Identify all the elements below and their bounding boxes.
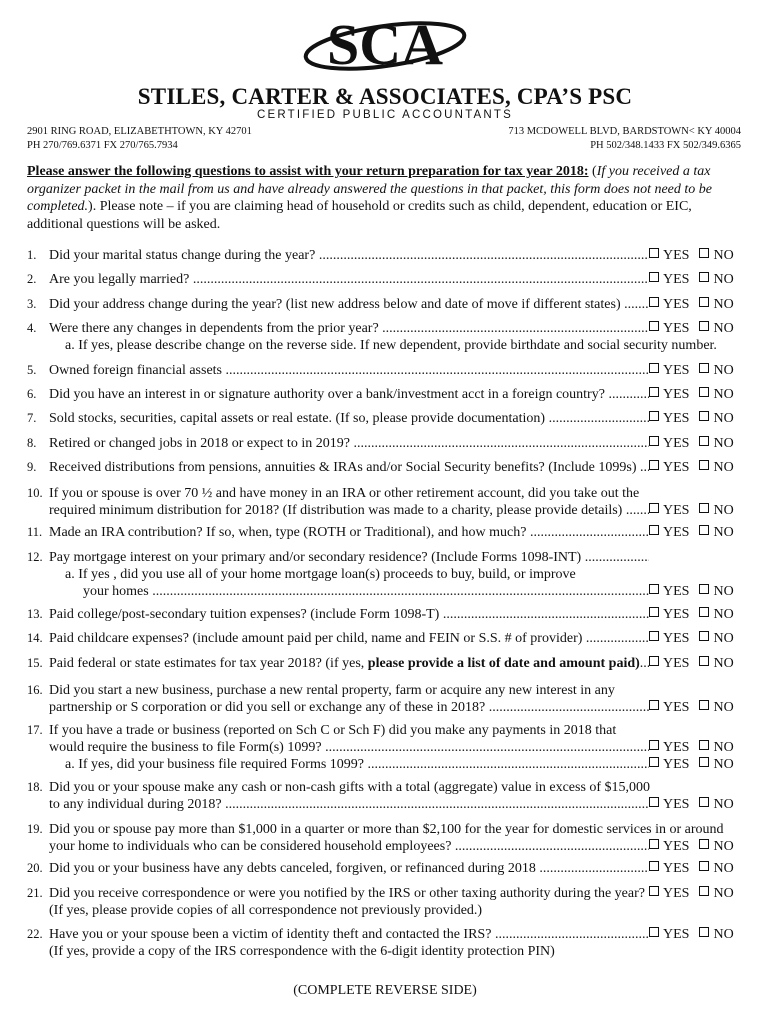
- yes-checkbox[interactable]: [649, 387, 659, 397]
- question-text: to any individual during 2018? .....: [49, 796, 649, 813]
- no-label: NO: [713, 631, 734, 646]
- question-number: 10.: [27, 486, 43, 500]
- yes-checkbox[interactable]: [649, 656, 659, 666]
- yes-label: YES: [663, 740, 690, 755]
- yes-label: YES: [663, 656, 690, 671]
- yes-no-options: [649, 410, 745, 427]
- question-text-part: Paid federal or state estimates for tax year 2018? (if yes,: [49, 656, 368, 671]
- question-item: [27, 485, 745, 519]
- yes-checkbox[interactable]: [649, 584, 659, 594]
- yes-no-options: [649, 435, 745, 452]
- yes-label: YES: [663, 700, 690, 715]
- yes-checkbox[interactable]: [649, 740, 659, 750]
- question-item: [27, 459, 745, 476]
- question-number: 19.: [27, 822, 43, 836]
- no-label: NO: [713, 797, 734, 812]
- no-label: NO: [713, 927, 734, 942]
- yes-label: YES: [663, 584, 690, 599]
- no-checkbox[interactable]: [699, 272, 709, 282]
- yes-label: YES: [663, 272, 690, 287]
- instructions-note: Please note – if you are claiming head of household or credits such as child, dependent, education or EIC, additional questions will be asked.: [27, 199, 692, 232]
- yes-label: YES: [663, 363, 690, 378]
- question-text: Did you have an interest in or signature authority over a bank/investment acct in a foreign country? .....: [49, 386, 649, 403]
- question-text: Were there any changes in dependents from the prior year? .....: [49, 320, 649, 337]
- no-label: NO: [713, 272, 734, 287]
- yes-no-options: [649, 271, 745, 288]
- yes-label: YES: [663, 886, 690, 901]
- yes-no-options: [649, 320, 745, 337]
- no-label: NO: [713, 411, 734, 426]
- question-text: Did your address change during the year? (list new address below and date of move if different states) .....: [49, 296, 649, 313]
- question-subitem: a. If yes, did your business file required Forms 1099? .....: [65, 756, 649, 773]
- question-text: Did your marital status change during the year? .....: [49, 247, 649, 264]
- no-checkbox[interactable]: [699, 797, 709, 807]
- no-checkbox[interactable]: [699, 584, 709, 594]
- no-label: NO: [713, 839, 734, 854]
- yes-label: YES: [663, 839, 690, 854]
- yes-label: YES: [663, 321, 690, 336]
- yes-checkbox[interactable]: [649, 460, 659, 470]
- no-checkbox[interactable]: [699, 503, 709, 513]
- question-note: (If yes, provide a copy of the IRS correspondence with the 6-digit identity protection PIN): [49, 944, 555, 959]
- question-number: 3.: [27, 297, 37, 311]
- yes-checkbox[interactable]: [649, 525, 659, 535]
- question-text: Made an IRA contribution? If so, when, type (ROTH or Traditional), and how much? .....: [49, 524, 649, 541]
- question-item: [27, 682, 745, 716]
- question-number: 16.: [27, 683, 43, 697]
- question-item: [27, 271, 745, 288]
- instructions: Please answer the following questions to assist with your return preparation for tax year 2018: (If you received a tax organizer packet in the mail from us and have already answered the questions in that packet, this form does not need to be completed.). Please note – if you are claiming head of household or credits such as child, dependent, education or EIC, additional questions will be asked.: [27, 164, 712, 232]
- question-text: Are you legally married? .....: [49, 271, 649, 288]
- yes-checkbox[interactable]: [649, 321, 659, 331]
- question-number: 20.: [27, 861, 43, 875]
- no-label: NO: [713, 525, 734, 540]
- yes-no-options: [649, 838, 745, 855]
- question-note: (If yes, please provide copies of all correspondence not previously provided.): [49, 903, 483, 918]
- question-text: Did you or your spouse make any cash or non-cash gifts with a total (aggregate) value in excess of $15,000: [49, 780, 651, 795]
- yes-checkbox[interactable]: [649, 861, 659, 871]
- question-number: 7.: [27, 411, 37, 425]
- no-checkbox[interactable]: [699, 387, 709, 397]
- question-item: [27, 860, 745, 877]
- yes-no-options: [649, 739, 745, 756]
- yes-label: YES: [663, 631, 690, 646]
- question-text: Paid childcare expenses? (include amount paid per child, name and FEIN or S.S. # of provider) .....: [49, 630, 649, 647]
- question-text: Have you or your spouse been a victim of identity theft and contacted the IRS? .....: [49, 926, 649, 943]
- yes-no-options: [649, 885, 745, 902]
- yes-checkbox[interactable]: [649, 607, 659, 617]
- question-number: 14.: [27, 631, 43, 645]
- left-address-line-1: 2901 RING ROAD, ELIZABETHTOWN, KY 42701: [27, 126, 252, 137]
- yes-no-options: [649, 756, 745, 773]
- no-checkbox[interactable]: [699, 321, 709, 331]
- question-item: [27, 606, 745, 623]
- question-item: [27, 885, 745, 919]
- firm-name: STILES, CARTER & ASSOCIATES, CPA’S PSC: [137, 84, 633, 109]
- yes-label: YES: [663, 927, 690, 942]
- footer-note: (COMPLETE REVERSE SIDE): [293, 983, 477, 998]
- question-item: [27, 779, 745, 813]
- yes-no-options: [649, 606, 745, 623]
- yes-no-options: [649, 524, 745, 541]
- question-number: 22.: [27, 927, 43, 941]
- no-checkbox[interactable]: [699, 436, 709, 446]
- no-checkbox[interactable]: [699, 740, 709, 750]
- question-number: 18.: [27, 780, 43, 794]
- yes-checkbox[interactable]: [649, 411, 659, 421]
- no-label: NO: [713, 321, 734, 336]
- question-text: Sold stocks, securities, capital assets or real estate. (If so, please provide documentation) .....: [49, 410, 649, 427]
- question-item: [27, 410, 745, 427]
- question-text: required minimum distribution for 2018? (If distribution was made to a charity, please provide details) .....: [49, 502, 649, 519]
- question-text: would require the business to file Form(s) 1099? .....: [49, 739, 649, 756]
- question-text: Pay mortgage interest on your primary and/or secondary residence? (Include Forms 1098-INT) .....: [49, 549, 649, 566]
- yes-checkbox[interactable]: [649, 886, 659, 896]
- question-subitem-continued: your homes .....: [83, 583, 649, 600]
- no-label: NO: [713, 460, 734, 475]
- yes-label: YES: [663, 503, 690, 518]
- no-label: NO: [713, 436, 734, 451]
- question-number: 21.: [27, 886, 43, 900]
- no-checkbox[interactable]: [699, 460, 709, 470]
- yes-no-options: [649, 699, 745, 716]
- question-number: 11.: [27, 525, 43, 539]
- question-text: Owned foreign financial assets .....: [49, 362, 649, 379]
- firm-subtitle: CERTIFIED PUBLIC ACCOUNTANTS: [256, 109, 514, 121]
- left-office-address: [27, 125, 252, 153]
- question-item: [27, 524, 745, 541]
- question-item: [27, 386, 745, 403]
- no-checkbox[interactable]: [699, 927, 709, 937]
- yes-checkbox[interactable]: [649, 503, 659, 513]
- yes-checkbox[interactable]: [649, 839, 659, 849]
- yes-no-options: [649, 502, 745, 519]
- no-label: NO: [713, 363, 734, 378]
- no-checkbox[interactable]: [699, 297, 709, 307]
- no-checkbox[interactable]: [699, 363, 709, 373]
- no-label: NO: [713, 503, 734, 518]
- no-checkbox[interactable]: [699, 656, 709, 666]
- yes-checkbox[interactable]: [649, 700, 659, 710]
- yes-checkbox[interactable]: [649, 631, 659, 641]
- left-address-line-2: PH 270/769.6371 FX 270/765.7934: [27, 140, 178, 151]
- instructions-heading: Please answer the following questions to assist with your return preparation for tax year 2018:: [27, 164, 589, 179]
- question-text: Did you start a new business, purchase a new rental property, farm or acquire any new interest in any: [49, 683, 615, 698]
- yes-no-options: [649, 630, 745, 647]
- sca-logo: [0, 8, 770, 80]
- question-number: 8.: [27, 436, 37, 450]
- no-checkbox[interactable]: [699, 607, 709, 617]
- yes-label: YES: [663, 525, 690, 540]
- yes-checkbox[interactable]: [649, 272, 659, 282]
- question-text: [49, 655, 649, 672]
- no-label: NO: [713, 297, 734, 312]
- question-item: [27, 630, 745, 647]
- no-label: NO: [713, 886, 734, 901]
- question-text: Did you receive correspondence or were you notified by the IRS or other taxing authority during the year? .....: [49, 885, 649, 902]
- yes-checkbox[interactable]: [649, 797, 659, 807]
- no-checkbox[interactable]: [699, 757, 709, 767]
- yes-label: YES: [663, 607, 690, 622]
- question-text: your home to individuals who can be considered household employees? .....: [49, 838, 649, 855]
- question-text: Did you or your business have any debts canceled, forgiven, or refinanced during 2018 .....: [49, 860, 649, 877]
- question-text: partnership or S corporation or did you sell or exchange any of these in 2018? .....: [49, 699, 649, 716]
- question-item: [27, 655, 745, 672]
- question-text: Did you or spouse pay more than $1,000 in a quarter or more than $2,100 for the year for domestic services in or around: [49, 822, 724, 837]
- question-text: If you have a trade or business (reported on Sch C or Sch F) did you make any payments in 2018 that: [49, 723, 617, 738]
- question-item: [27, 296, 745, 313]
- yes-label: YES: [663, 797, 690, 812]
- yes-checkbox[interactable]: [649, 757, 659, 767]
- question-number: 17.: [27, 723, 43, 737]
- no-checkbox[interactable]: [699, 525, 709, 535]
- no-checkbox[interactable]: [699, 700, 709, 710]
- instructions-italic-note: If you received a tax organizer packet in the mail from us and have already answered the questions in that packet, this form does not need to be completed.: [27, 164, 712, 214]
- no-checkbox[interactable]: [699, 631, 709, 641]
- question-number: 1.: [27, 248, 37, 262]
- no-checkbox[interactable]: [699, 248, 709, 258]
- yes-label: YES: [663, 757, 690, 772]
- question-item: [27, 362, 745, 379]
- yes-label: YES: [663, 297, 690, 312]
- yes-label: YES: [663, 861, 690, 876]
- question-subitem: a. If yes, please describe change on the reverse side. If new dependent, provide birthdate and social security number.: [65, 338, 717, 353]
- right-office-address: [508, 125, 741, 153]
- yes-label: YES: [663, 411, 690, 426]
- no-label: NO: [713, 248, 734, 263]
- no-label: NO: [713, 700, 734, 715]
- logo-text: SCA: [326, 12, 444, 77]
- no-checkbox[interactable]: [699, 411, 709, 421]
- yes-no-options: [649, 655, 745, 672]
- yes-checkbox[interactable]: [649, 436, 659, 446]
- no-checkbox[interactable]: [699, 886, 709, 896]
- question-text-bold: please provide a list of date and amount paid): [367, 656, 640, 671]
- yes-label: YES: [663, 387, 690, 402]
- yes-no-options: [649, 296, 745, 313]
- yes-no-options: [649, 459, 745, 476]
- no-label: NO: [713, 656, 734, 671]
- yes-no-options: [649, 362, 745, 379]
- right-address-line-1: 713 MCDOWELL BLVD, BARDSTOWN< KY 40004: [508, 126, 741, 137]
- question-number: 2.: [27, 272, 37, 286]
- no-label: NO: [713, 387, 734, 402]
- yes-no-options: [649, 860, 745, 877]
- question-number: 15.: [27, 656, 43, 670]
- right-address-line-2: PH 502/348.1433 FX 502/349.6365: [590, 140, 741, 151]
- yes-checkbox[interactable]: [649, 297, 659, 307]
- question-item: [27, 926, 745, 960]
- yes-no-options: [649, 796, 745, 813]
- question-subitem: a. If yes , did you use all of your home mortgage loan(s) proceeds to buy, build, or improve: [65, 567, 576, 582]
- yes-label: YES: [663, 436, 690, 451]
- question-text: Received distributions from pensions, annuities & IRAs and/or Social Security benefits? (Include 1099s) .....: [49, 459, 649, 476]
- question-item: [27, 722, 745, 773]
- no-label: NO: [713, 740, 734, 755]
- yes-label: YES: [663, 460, 690, 475]
- yes-no-options: [649, 583, 745, 600]
- question-number: 5.: [27, 363, 37, 377]
- question-item: [27, 435, 745, 452]
- question-item: [27, 549, 745, 600]
- no-label: NO: [713, 861, 734, 876]
- yes-no-options: [649, 386, 745, 403]
- question-number: 6.: [27, 387, 37, 401]
- no-label: NO: [713, 757, 734, 772]
- no-checkbox[interactable]: [699, 839, 709, 849]
- yes-no-options: [649, 926, 745, 943]
- yes-checkbox[interactable]: [649, 248, 659, 258]
- question-item: [27, 320, 745, 354]
- yes-checkbox[interactable]: [649, 363, 659, 373]
- yes-checkbox[interactable]: [649, 927, 659, 937]
- yes-no-options: [649, 247, 745, 264]
- question-number: 9.: [27, 460, 37, 474]
- no-label: NO: [713, 584, 734, 599]
- question-number: 13.: [27, 607, 43, 621]
- yes-label: YES: [663, 248, 690, 263]
- question-item: [27, 821, 745, 855]
- question-number: 12.: [27, 550, 43, 564]
- question-item: [27, 247, 745, 264]
- question-text: If you or spouse is over 70 ½ and have money in an IRA or other retirement account, did you take out the: [49, 486, 640, 501]
- question-number: 4.: [27, 321, 37, 335]
- no-label: NO: [713, 607, 734, 622]
- question-text: Retired or changed jobs in 2018 or expect to in 2019? .....: [49, 435, 649, 452]
- no-checkbox[interactable]: [699, 861, 709, 871]
- question-text: Paid college/post-secondary tuition expenses? (include Form 1098-T) .....: [49, 606, 649, 623]
